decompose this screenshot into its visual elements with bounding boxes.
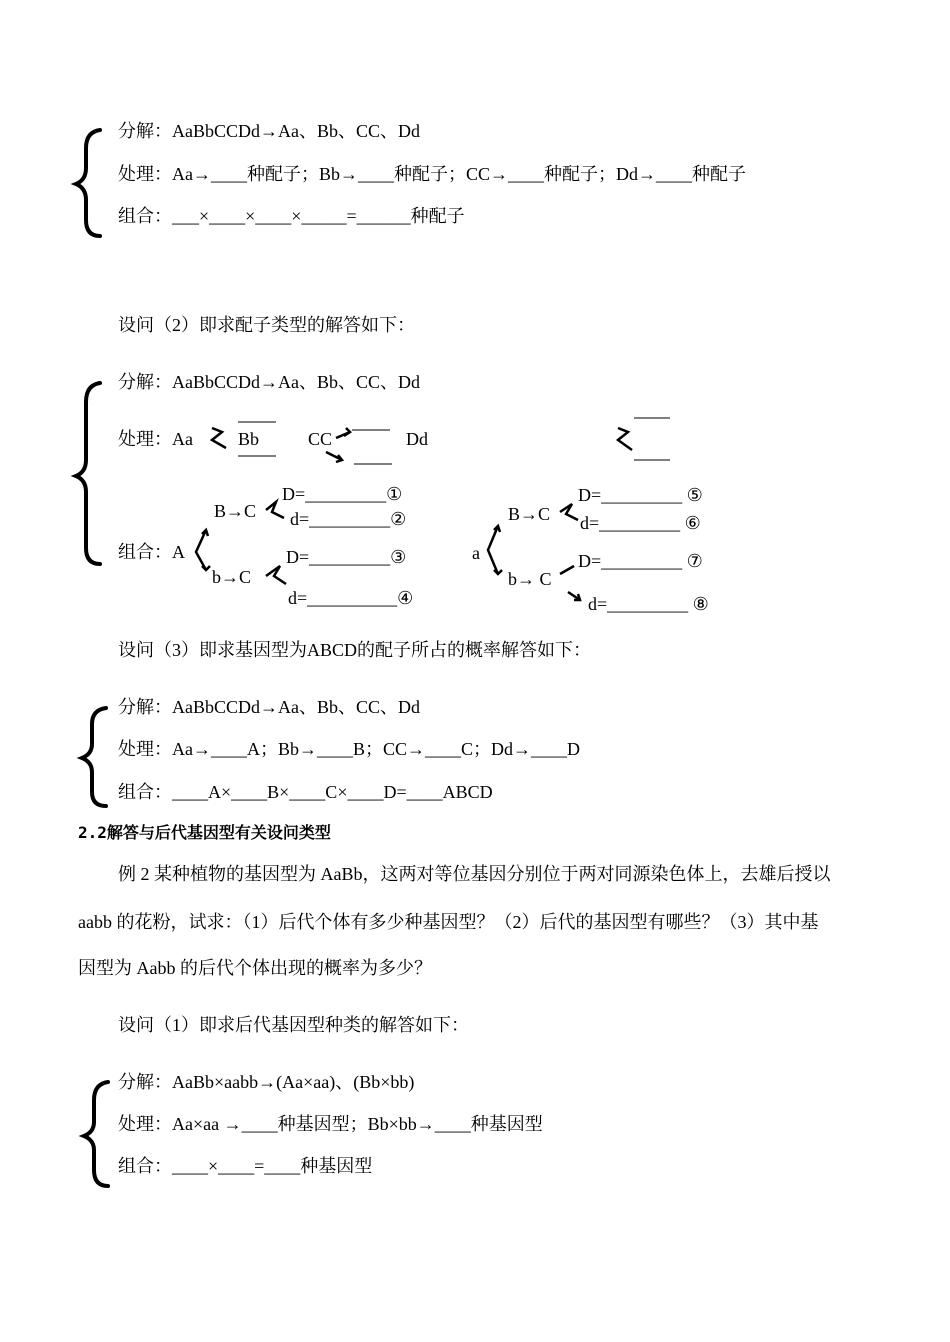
- block4-combine: 组合：____×____=____种基因型: [118, 1156, 373, 1176]
- block4-decompose: 分解：AaBb×aabb→(Aa×aa)、(Bb×bb): [118, 1072, 415, 1092]
- brace-2: [76, 383, 100, 564]
- block2-process-label: 处理：Aa: [118, 429, 193, 449]
- q1b-intro: 设问（1）即求后代基因型种类的解答如下：: [118, 1015, 469, 1035]
- block2-cc: CC: [308, 429, 333, 449]
- block3-process: 处理：Aa→____A；Bb→____B；CC→____C；Dd→____D: [118, 739, 581, 759]
- block3-combine: 组合：____A×____B×____C×____D=____ABCD: [118, 782, 493, 802]
- block2-dd: Dd: [406, 429, 428, 449]
- block2-decompose: 分解：AaBbCCDd→Aa、Bb、CC、Dd: [118, 372, 421, 392]
- block3-decompose: 分解：AaBbCCDd→Aa、Bb、CC、Dd: [118, 697, 421, 717]
- brace-4: [84, 1082, 108, 1186]
- example-line-2: aabb 的花粉，试求：（1）后代个体有多少种基因型？（2）后代的基因型有哪些？（3）其中基: [78, 912, 819, 932]
- branch-B-right: B→C: [508, 504, 551, 524]
- q2-intro: 设问（2）即求配子类型的解答如下：: [118, 315, 415, 335]
- branch-b-right: b→ C: [508, 569, 552, 589]
- gamete-3: D=_________③: [286, 547, 407, 567]
- branch-a: a: [472, 543, 480, 563]
- branch-B-left: B→C: [214, 501, 257, 521]
- gamete-8: d=_________ ⑧: [588, 594, 709, 614]
- gamete-1: D=_________①: [282, 484, 403, 504]
- block1-decompose: 分解：AaBbCCDd→Aa、Bb、CC、Dd: [118, 121, 421, 141]
- brace-3: [82, 708, 106, 806]
- branch-b-left: b→C: [212, 567, 252, 587]
- gamete-6: d=_________ ⑥: [580, 513, 701, 533]
- gamete-4: d=__________④: [288, 588, 414, 608]
- gamete-2: d=_________②: [290, 509, 407, 529]
- block2-combine-label: 组合：A: [118, 542, 185, 562]
- gamete-7: D=_________ ⑦: [578, 551, 703, 571]
- example-line-1: 例 2 某种植物的基因型为 AaBb，这两对等位基因分别位于两对同源染色体上，去雄后授以: [118, 864, 831, 884]
- gamete-5: D=_________ ⑤: [578, 485, 703, 505]
- example-line-3: 因型为 Aabb 的后代个体出现的概率为多少？: [78, 958, 432, 978]
- q3-intro: 设问（3）即求基因型为ABCD的配子所占的概率解答如下：: [118, 640, 592, 660]
- block1-combine: 组合：___×____×____×_____=______种配子: [118, 206, 465, 226]
- block1-process: 处理：Aa→____种配子；Bb→____种配子；CC→____种配子；Dd→____种配子: [118, 164, 747, 184]
- brace-1: [76, 130, 100, 236]
- block4-process: 处理：Aa×aa →____种基因型；Bb×bb→____种基因型: [118, 1114, 543, 1134]
- section-heading: 2.2解答与后代基因型有关设问类型: [78, 823, 331, 842]
- block2-bb: Bb: [238, 429, 260, 449]
